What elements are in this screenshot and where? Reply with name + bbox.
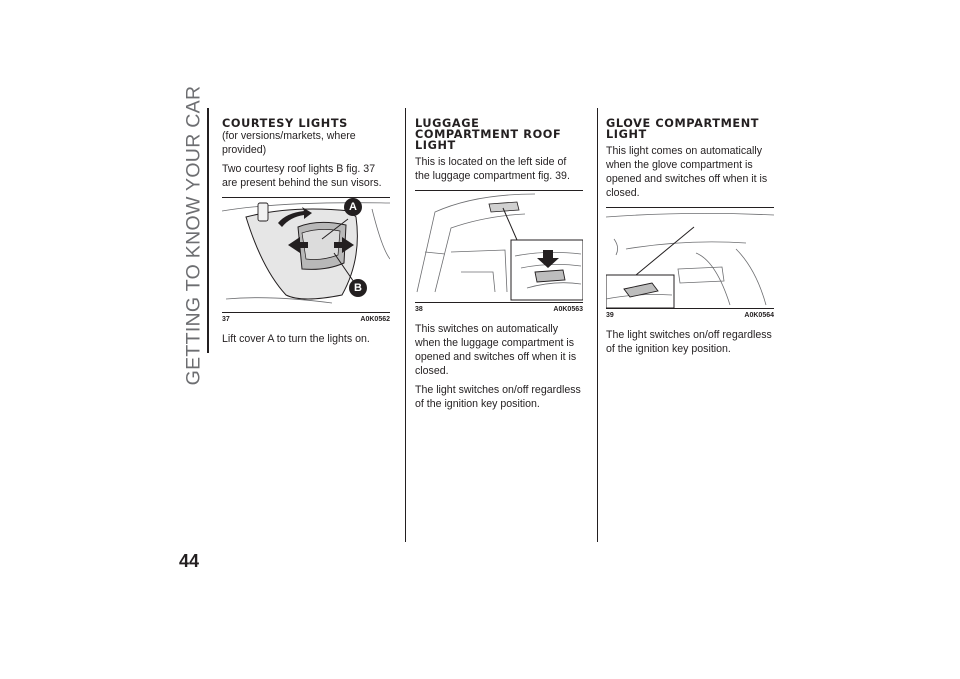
- section-title-vertical: GETTING TO KNOW YOUR CAR: [182, 85, 205, 385]
- paragraph-location: This is located on the left side of the luggage compartment fig. 39.: [415, 156, 570, 182]
- luggage-compartment-illustration: [415, 192, 583, 302]
- heading-courtesy-lights: COURTESY LIGHTS: [222, 117, 348, 130]
- paragraph-intro: Two courtesy roof lights B fig. 37 are present behind the sun visors.: [222, 163, 382, 189]
- figure-37: [222, 197, 390, 325]
- paragraph-auto-switch: This switches on automatically when the luggage compartment is opened and switches off when it is closed.: [415, 323, 577, 377]
- page-number: 44: [179, 551, 200, 571]
- heading-glove-light: GLOVE COMPARTMENT LIGHT: [606, 117, 760, 141]
- figure-caption: [222, 312, 390, 325]
- glove-compartment-illustration: [606, 209, 774, 308]
- paragraph-lift-cover: Lift cover A to turn the lights on.: [222, 333, 370, 345]
- figure-code: A0K0564: [744, 311, 774, 319]
- column-courtesy-lights: [222, 118, 390, 346]
- figure-number: 39: [606, 311, 614, 319]
- figure-caption: [415, 302, 583, 315]
- callout-a: A: [344, 198, 362, 216]
- figure-38: [415, 190, 583, 315]
- figure-number: 37: [222, 315, 230, 323]
- column-glove-light: [606, 118, 774, 356]
- paragraph-ignition: The light switches on/off regardless of the ignition key position.: [415, 384, 581, 410]
- column-luggage-light: [415, 118, 583, 411]
- figure-code: A0K0562: [360, 315, 390, 323]
- figure-code: A0K0563: [553, 305, 583, 313]
- paragraph-ignition: The light switches on/off regardless of the ignition key position.: [606, 329, 772, 355]
- figure-39: [606, 207, 774, 321]
- subheading-versions: (for versions/markets, where provided): [222, 130, 356, 156]
- sun-visor-illustration: [222, 199, 390, 311]
- column-divider-2: [597, 108, 598, 542]
- callout-b: B: [349, 279, 367, 297]
- heading-luggage-light: LUGGAGE COMPARTMENT ROOF LIGHT: [415, 117, 562, 152]
- column-divider-1: [405, 108, 406, 542]
- section-title-rule: [207, 108, 209, 353]
- figure-number: 38: [415, 305, 423, 313]
- figure-caption: [606, 308, 774, 321]
- paragraph-auto-on: This light comes on automatically when the glove compartment is opened and switches off when it is closed.: [606, 145, 768, 199]
